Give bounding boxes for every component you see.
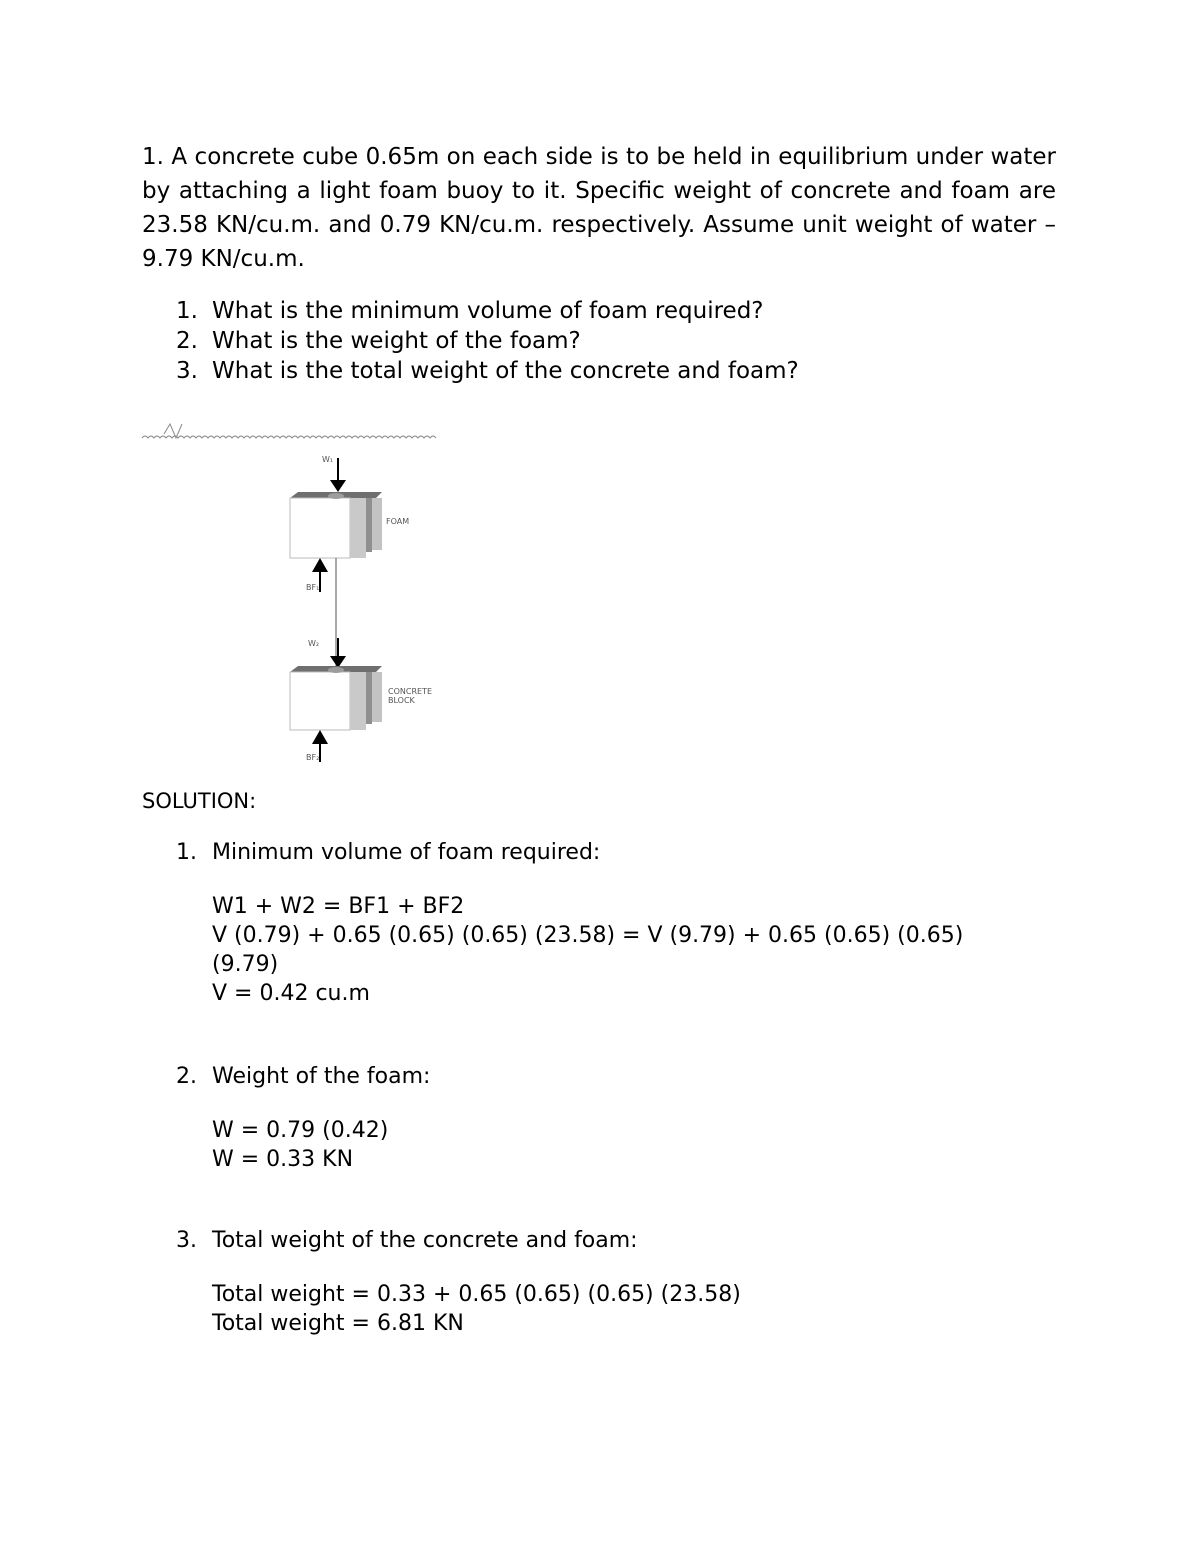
- foam-block: [290, 492, 382, 558]
- solution-heading: SOLUTION:: [142, 789, 257, 813]
- block-label: BLOCK: [388, 696, 415, 705]
- step-equations: [142, 892, 1042, 1008]
- concrete-block: [290, 666, 382, 730]
- water-level-mark: [164, 424, 182, 438]
- step-equations: [142, 1280, 1042, 1338]
- solution-step-1: [142, 838, 1042, 1008]
- question-item: 1. What is the minimum volume of foam required?: [176, 298, 764, 324]
- question-item: 2. What is the weight of the foam?: [176, 328, 581, 354]
- step-title: 1. Minimum volume of foam required:: [176, 840, 601, 865]
- buoy-diagram: [140, 420, 500, 770]
- equation-line: W1 + W2 = BF1 + BF2: [212, 894, 465, 919]
- solution-step-2: [142, 1062, 1042, 1174]
- bf2-label: BF₂: [306, 753, 320, 762]
- equation-line: Total weight = 0.33 + 0.65 (0.65) (0.65) (23.58): [212, 1282, 741, 1307]
- equation-line: W = 0.33 KN: [212, 1147, 354, 1172]
- equation-line: Total weight = 6.81 KN: [212, 1311, 464, 1336]
- equation-line: V = 0.42 cu.m: [212, 981, 370, 1006]
- question-item: 3. What is the total weight of the concrete and foam?: [176, 358, 799, 384]
- step-title: 3. Total weight of the concrete and foam:: [176, 1228, 638, 1253]
- w2-arrow: [330, 638, 346, 668]
- equation-line: V (0.79) + 0.65 (0.65) (0.65) (23.58) = V (9.79) + 0.65 (0.65) (0.65) (9.79): [212, 923, 964, 977]
- w1-label: W₁: [322, 455, 334, 464]
- problem-statement: 1. A concrete cube 0.65m on each side is to be held in equilibrium under water by attaching a light foam buoy to it. Specific weight of concrete and foam are 23.58 KN/cu.m. and 0.79 KN/cu.m. respectively. Assume unit weight of water – 9.79 KN/cu.m.: [142, 144, 1056, 272]
- bf1-label: BF₁: [306, 583, 320, 592]
- step-equations: [142, 1116, 1042, 1174]
- water-surface: [142, 436, 436, 438]
- foam-label: FOAM: [386, 517, 410, 526]
- concrete-label: CONCRETE: [388, 687, 433, 696]
- step-title: 2. Weight of the foam:: [176, 1064, 431, 1089]
- solution-step-3: [142, 1226, 1042, 1338]
- w2-label: W₂: [308, 639, 320, 648]
- equation-line: W = 0.79 (0.42): [212, 1118, 389, 1143]
- question-list: [142, 296, 1042, 386]
